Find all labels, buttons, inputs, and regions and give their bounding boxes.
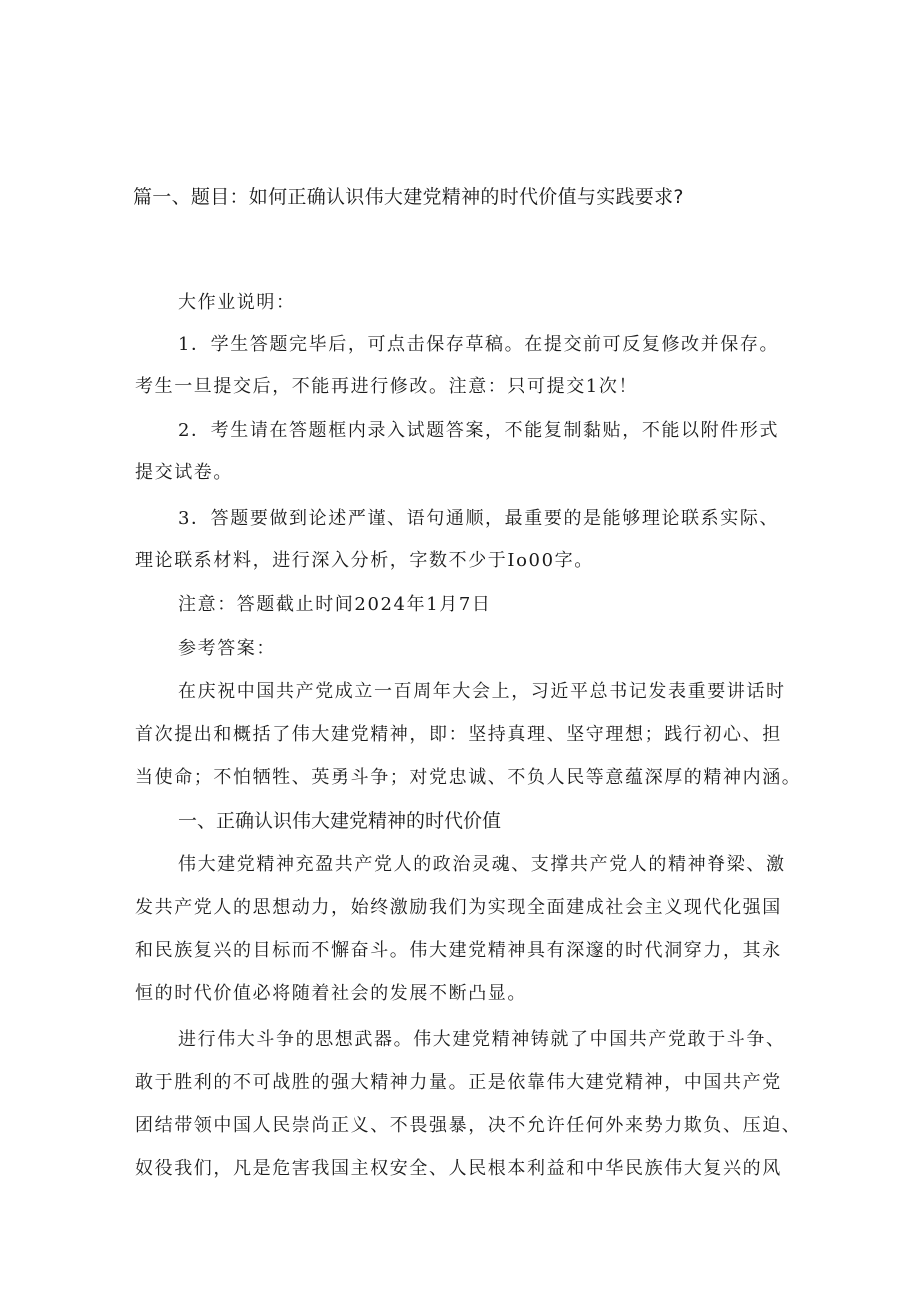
section-1-para-2-line-2: 敢于胜利的不可战胜的强大精神力量。正是依靠伟大建党精神，中国共产党 <box>135 1072 782 1093</box>
instruction-item-2-line-2: 提交试卷。 <box>135 462 233 483</box>
instruction-item-1-line-2: 考生一旦提交后，不能再进行修改。注意：只可提交1次！ <box>135 376 639 397</box>
instruction-item-2-line-1: 2．考生请在答题框内录入试题答案，不能复制黏贴，不能以附件形式 <box>178 420 780 441</box>
instruction-item-3-line-2: 理论联系材料，进行深入分析，字数不少于Io00字。 <box>135 550 594 571</box>
section-1-para-1-line-2: 发共产党人的思想动力，始终激励我们为实现全面建成社会主义现代化强国 <box>135 897 782 918</box>
section-1-para-1-line-4: 恒的时代价值必将随着社会的发展不断凸显。 <box>135 983 527 1004</box>
section-1-para-2-line-4: 奴役我们，凡是危害我国主权安全、人民根本利益和中华民族伟大复兴的风 <box>135 1158 782 1179</box>
section-1-heading: 一、正确认识伟大建党精神的时代价值 <box>178 810 502 832</box>
reference-answer-heading: 参考答案： <box>178 638 276 659</box>
section-1-para-2-line-1: 进行伟大斗争的思想武器。伟大建党精神铸就了中国共产党敢于斗争、 <box>178 1029 786 1050</box>
intro-paragraph-line-3: 当使命；不怕牺牲、英勇斗争；对党忠诚、不负人民等意蕴深厚的精神内涵。 <box>135 767 802 788</box>
intro-paragraph-line-2: 首次提出和概括了伟大建党精神，即：坚持真理、坚守理想；践行初心、担 <box>135 724 782 745</box>
instructions-heading: 大作业说明： <box>178 292 296 313</box>
section-1-para-1-line-3: 和民族复兴的目标而不懈奋斗。伟大建党精神具有深邃的时代洞穿力，其永 <box>135 940 782 961</box>
deadline-note: 注意：答题截止时间2024年1月7日 <box>178 594 492 615</box>
instruction-item-1-line-1: 1．学生答题完毕后，可点击保存草稿。在提交前可反复修改并保存。 <box>178 334 780 355</box>
section-1-para-1-line-1: 伟大建党精神充盈共产党人的政治灵魂、支撑共产党人的精神脊梁、激 <box>178 854 786 875</box>
section-1-para-2-line-3: 团结带领中国人民崇尚正义、不畏强暴，决不允许任何外来势力欺负、压迫、 <box>135 1115 802 1136</box>
document-title: 篇一、题目：如何正确认识伟大建党精神的时代价值与实践要求? <box>133 186 684 208</box>
instruction-item-3-line-1: 3．答题要做到论述严谨、语句通顺，最重要的是能够理论联系实际、 <box>178 508 780 529</box>
intro-paragraph-line-1: 在庆祝中国共产党成立一百周年大会上，习近平总书记发表重要讲话时 <box>178 681 786 702</box>
